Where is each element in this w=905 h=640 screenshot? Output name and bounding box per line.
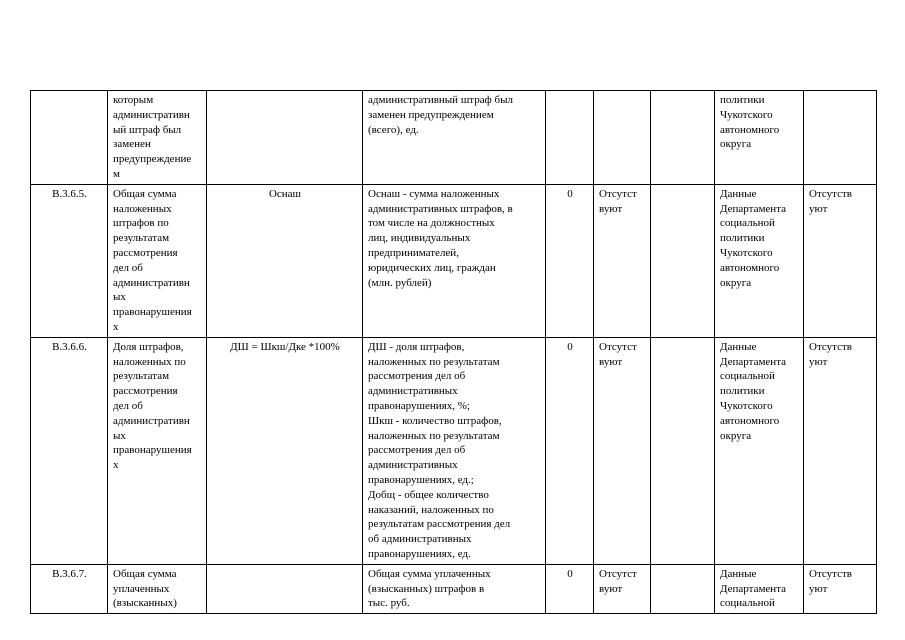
text-line: заменен [113,138,151,151]
text-line: вуют [599,582,623,595]
text-line: рассмотрения [113,385,178,398]
indicator-value [546,91,594,185]
text-line: Отсутст [599,567,637,580]
text-line: х [113,320,119,333]
indicator-name [108,184,207,337]
text-line: административн [113,414,190,427]
text-line: административных штрафов, в [368,202,513,215]
indicator-col7 [651,91,715,185]
text-line: округа [720,429,752,442]
text-line: Чукотского [720,399,773,412]
text-line: дел об [113,399,143,412]
text-line: Чукотского [720,108,773,121]
text-line: юридических лиц, граждан [368,261,496,274]
text-line: административных [368,459,458,472]
text-line: правонарушениях, ед.; [368,473,474,486]
text-line: наложенных по результатам [368,355,500,368]
text-line: наложенных по результатам [368,429,500,442]
text-line: административный штраф был [368,94,513,106]
indicator-value: 0 [546,564,594,613]
text-line: результатам [113,232,170,245]
text-line: Общая сумма уплаченных [368,567,491,580]
text-line: Отсутст [599,340,637,353]
text-line: Департамента [720,202,787,215]
text-line: Доля штрафов, [113,340,184,353]
indicators-table [30,90,877,614]
text-line: Департамента [720,355,787,368]
text-line: политики [720,232,765,245]
text-line: Добщ - общее количество [368,488,489,501]
indicator-code: В.3.6.5. [31,184,108,337]
indicator-col6 [594,337,651,564]
text-line: автономного [720,261,780,274]
indicator-formula: Оснаш [207,184,363,337]
indicator-source [715,184,804,337]
text-line: Отсутств [809,187,852,200]
indicator-description [363,184,546,337]
text-line: Шкш - количество штрафов, [368,414,502,427]
indicator-formula: ДШ = Шкш/Дке *100% [207,337,363,564]
text-line: Общая сумма [113,187,177,200]
text-line: которым [113,94,154,106]
table-row [31,184,877,337]
text-line: Департамента [720,582,787,595]
text-line: правонарушениях, ед. [368,547,471,560]
text-line: рассмотрения дел об [368,370,466,383]
text-line: лиц, индивидуальных [368,232,471,245]
indicator-source [715,91,804,185]
indicator-description [363,564,546,613]
indicator-name [108,91,207,185]
text-line: уют [809,355,828,368]
text-line: результатам рассмотрения дел [368,518,511,531]
table-body [31,91,877,614]
text-line: м [113,167,120,180]
text-line: ых [113,291,126,304]
text-line: (млн. рублей) [368,276,432,289]
text-line: штрафов по [113,217,169,230]
text-line: предпринимателей, [368,246,459,259]
text-line: наказаний, наложенных по [368,503,494,516]
indicator-name [108,337,207,564]
text-line: округа [720,276,752,289]
text-line: результатам [113,370,170,383]
text-line: заменен предупреждением [368,108,494,121]
text-line: Оснаш - сумма наложенных [368,187,500,200]
text-line: административн [113,108,190,121]
text-line: уют [809,582,828,595]
text-line: (взысканных) [113,597,177,610]
text-line: (взысканных) штрафов в [368,582,485,595]
table-row [31,337,877,564]
indicator-description [363,91,546,185]
text-line: социальной [720,217,775,230]
indicator-value: 0 [546,337,594,564]
text-line: правонарушениях, %; [368,399,470,412]
indicator-name [108,564,207,613]
text-line: предупреждение [113,153,192,166]
text-line: Данные [720,340,757,353]
indicator-col6 [594,91,651,185]
indicator-col9 [804,91,877,185]
text-line: уплаченных [113,582,170,595]
text-line: Данные [720,567,757,580]
text-line: административных [368,385,458,398]
indicator-formula [207,91,363,185]
indicator-col9 [804,337,877,564]
text-line: Отсутств [809,567,852,580]
indicator-value: 0 [546,184,594,337]
text-line: социальной [720,370,775,383]
text-line: уют [809,202,828,215]
text-line: социальной [720,597,775,610]
indicator-code [31,91,108,185]
table-row [31,564,877,613]
text-line: дел об [113,261,143,274]
text-line: Отсутств [809,340,852,353]
text-line: наложенных [113,202,172,215]
text-line: правонарушения [113,444,192,457]
indicator-col6 [594,184,651,337]
indicator-col7 [651,564,715,613]
text-line: (всего), ед. [368,123,419,136]
indicator-source [715,564,804,613]
text-line: Общая сумма [113,567,177,580]
indicator-col7 [651,184,715,337]
indicator-source [715,337,804,564]
text-line: Отсутст [599,187,637,200]
indicator-description [363,337,546,564]
text-line: ый штраф был [113,123,182,136]
text-line: вуют [599,202,623,215]
text-line: ых [113,429,126,442]
text-line: правонарушения [113,306,192,319]
indicator-col7 [651,337,715,564]
text-line: рассмотрения [113,246,178,259]
text-line: об административных [368,533,472,546]
text-line: вуют [599,355,623,368]
indicator-code: В.3.6.7. [31,564,108,613]
indicator-formula [207,564,363,613]
text-line: рассмотрения дел об [368,444,466,457]
indicator-col9 [804,564,877,613]
indicator-col9 [804,184,877,337]
text-line: ДШ - доля штрафов, [368,340,465,353]
indicator-code: В.3.6.6. [31,337,108,564]
text-line: округа [720,138,752,151]
text-line: тыс. руб. [368,597,410,610]
text-line: автономного [720,414,780,427]
text-line: административн [113,276,190,289]
text-line: наложенных по [113,355,186,368]
text-line: Чукотского [720,246,773,259]
indicator-col6 [594,564,651,613]
text-line: политики [720,385,765,398]
table-row [31,91,877,185]
text-line: том числе на должностных [368,217,495,230]
text-line: автономного [720,123,780,136]
text-line: Данные [720,187,757,200]
text-line: политики [720,94,765,106]
text-line: х [113,459,119,472]
